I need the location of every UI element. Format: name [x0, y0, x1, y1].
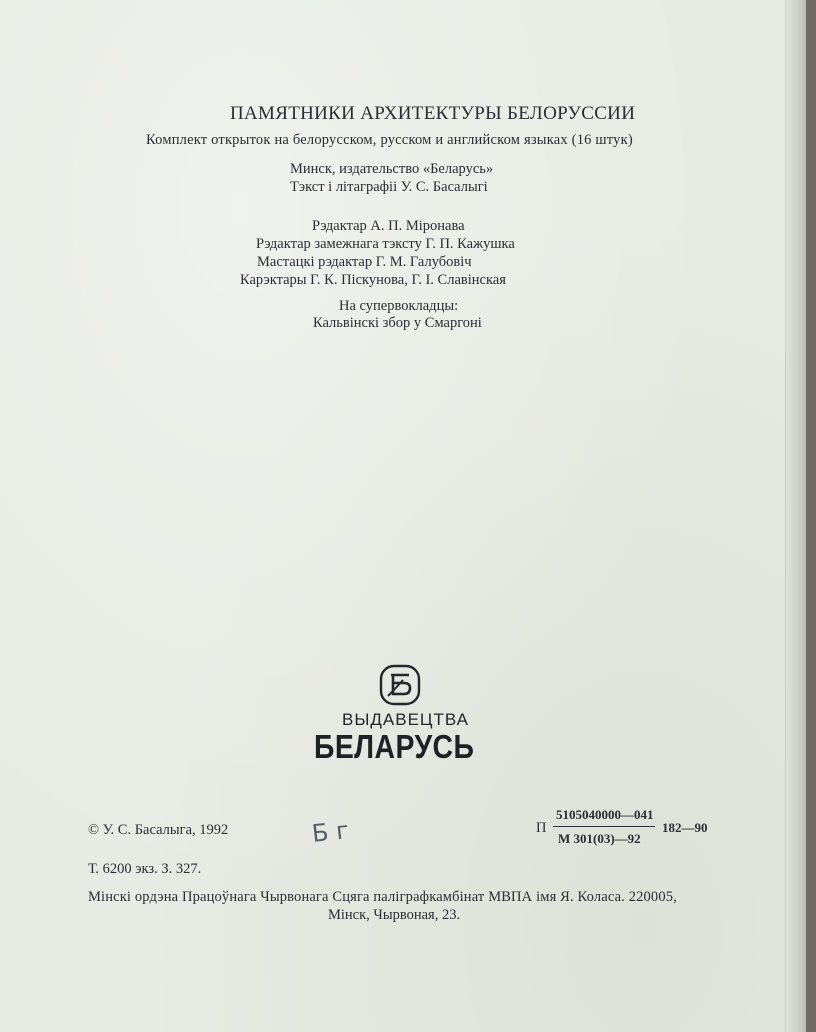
code-prefix: П — [536, 820, 547, 836]
logo-line1: ВЫДАВЕЦТВА — [342, 710, 469, 729]
print-run: Т. 6200 экз. З. 327. — [88, 861, 202, 877]
page-title: ПАМЯТНИКИ АРХИТЕКТУРЫ БЕЛОРУССИИ — [230, 103, 636, 124]
publisher-line: Минск, издательство «Беларусь» — [290, 161, 494, 177]
fraction-rule — [553, 826, 655, 827]
credit-foreign-editor: Рэдактар замежнага тэксту Г. П. Кажушка — [256, 236, 515, 252]
publisher-mark-icon — [378, 663, 422, 707]
copyright: © У. С. Басалыга, 1992 — [88, 822, 229, 838]
code-suffix: 182—90 — [662, 820, 708, 835]
author-line: Тэкст і літаграфіі У. С. Басалыгі — [290, 179, 488, 195]
cover-note-value: Кальвінскі збор у Смаргоні — [313, 315, 482, 331]
publisher-logo — [300, 660, 500, 770]
printer-line1: Мінскі ордэна Працоўнага Чырвонага Сцяга паліграфкамбінат МВПА імя Я. Коласа. 220005, — [88, 889, 677, 905]
logo-line2: БЕЛАРУСЬ — [314, 728, 475, 765]
code-denominator: М 301(03)—92 — [558, 831, 641, 846]
code-numerator: 5105040000—041 — [556, 807, 654, 822]
credit-art-editor: Мастацкі рэдактар Г. М. Галубовіч — [257, 254, 472, 270]
handwritten-note: Б г — [310, 816, 351, 848]
subtitle: Комплект открыток на белорусском, русском и английском языках (16 штук) — [146, 132, 633, 148]
cover-note-label: На супервокладцы: — [339, 298, 459, 314]
printer-line2: Мінск, Чырвоная, 23. — [328, 907, 461, 923]
credit-editor: Рэдактар А. П. Міронава — [312, 218, 465, 234]
credit-proofreaders: Карэктары Г. К. Піскунова, Г. І. Славінская — [240, 272, 506, 288]
page-edge — [785, 0, 806, 1032]
